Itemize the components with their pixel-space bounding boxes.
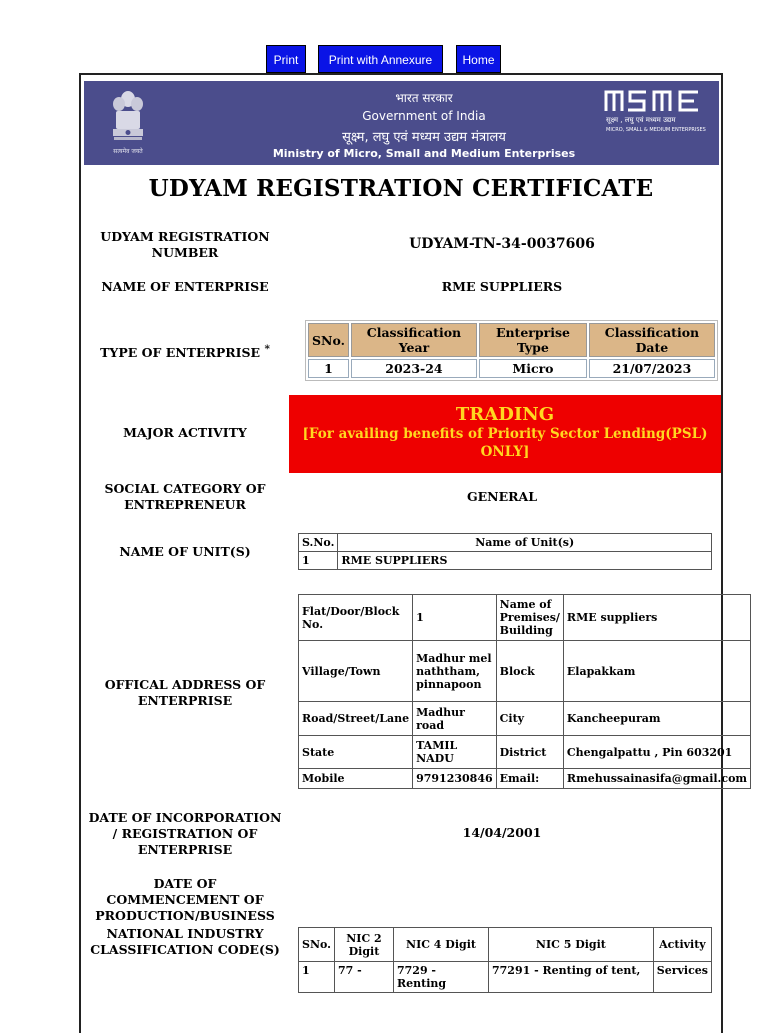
table-cell: 7729 - Renting: [393, 962, 488, 993]
banner-hindi-line-1: भारत सरकार: [395, 91, 453, 105]
table-cell: Micro: [479, 359, 587, 378]
table-row: [308, 359, 715, 378]
table-cell: 21/07/2023: [589, 359, 715, 378]
table-cell: 77291 - Renting of tent,: [488, 962, 653, 993]
msme-logo-english: MICRO, SMALL & MEDIUM ENTERPRISES: [606, 127, 706, 133]
social-category-label: SOCIAL CATEGORY OF ENTREPRENEUR: [104, 481, 266, 512]
road-label: Road/Street/Lane: [299, 702, 413, 736]
block-label: Block: [496, 641, 563, 702]
ministry-banner: [84, 81, 719, 165]
table-row: [299, 702, 751, 736]
major-activity-value: TRADING: [455, 404, 555, 425]
enterprise-name-value: RME SUPPLIERS: [441, 279, 563, 294]
table-row: [299, 595, 751, 641]
commencement-label: DATE OF COMMENCEMENT OF PRODUCTION/BUSINESS: [95, 876, 275, 923]
emblem-caption: सत्यमेव जयते: [113, 148, 143, 155]
column-header: SNo.: [308, 323, 349, 357]
print-button[interactable]: Print: [266, 45, 306, 73]
premises-label: Name of Premises/ Building: [496, 595, 563, 641]
table-row: [299, 962, 712, 993]
national-emblem-icon: [108, 87, 148, 147]
table-cell: 2023-24: [351, 359, 477, 378]
address-table: [298, 594, 751, 789]
certificate-frame: [79, 73, 748, 1033]
banner-ministry-name: Ministry of Micro, Small and Medium Enterprises: [272, 147, 576, 160]
city-label: City: [496, 702, 563, 736]
units-table: [298, 533, 712, 570]
road-value: Madhur road: [413, 702, 497, 736]
state-value: TAMIL NADU: [413, 736, 497, 769]
units-label: NAME OF UNIT(S): [119, 544, 251, 559]
email-label: Email:: [496, 769, 563, 789]
enterprise-type-label-text: TYPE OF ENTERPRISE: [100, 345, 261, 361]
village-label: Village/Town: [299, 641, 413, 702]
table-cell: 77 -: [334, 962, 393, 993]
incorporation-label: DATE OF INCORPORATION / REGISTRATION OF ENTERPRISE: [88, 810, 282, 857]
table-header-row: [299, 928, 712, 962]
asterisk-mark: *: [264, 343, 270, 355]
msme-logo: [604, 89, 702, 113]
column-header: NIC 5 Digit: [488, 928, 653, 962]
table-cell: 1: [299, 962, 335, 993]
column-header: Enterprise Type: [479, 323, 587, 357]
major-activity-label: MAJOR ACTIVITY: [123, 425, 247, 440]
banner-english-line-1: Government of India: [362, 109, 486, 123]
email-value: Rmehussainasifa@gmail.com: [563, 769, 750, 789]
reg-number-label: UDYAM REGISTRATION NUMBER: [100, 229, 270, 260]
table-row: [299, 736, 751, 769]
column-header: Classification Year: [351, 323, 477, 357]
mobile-value: 9791230846: [413, 769, 497, 789]
address-label: OFFICAL ADDRESS OF ENTERPRISE: [104, 677, 266, 708]
home-button[interactable]: Home: [456, 45, 501, 73]
incorporation-date: 14/04/2001: [462, 825, 542, 840]
banner-hindi-line-2: सूक्ष्म, लघु एवं मध्यम उद्यम मंत्रालय: [342, 130, 506, 145]
enterprise-type-label: [87, 341, 283, 361]
column-header: NIC 4 Digit: [393, 928, 488, 962]
state-label: State: [299, 736, 413, 769]
table-cell: RME SUPPLIERS: [338, 552, 712, 570]
mobile-label: Mobile: [299, 769, 413, 789]
nic-label: NATIONAL INDUSTRY CLASSIFICATION CODE(S): [90, 926, 280, 957]
flat-label: Flat/Door/Block No.: [299, 595, 413, 641]
block-value: Elapakkam: [563, 641, 750, 702]
table-row: [299, 552, 712, 570]
table-cell: 1: [308, 359, 349, 378]
table-cell: 1: [299, 552, 338, 570]
major-activity-box: [289, 395, 721, 473]
column-header: NIC 2 Digit: [334, 928, 393, 962]
district-value: Chengalpattu , Pin 603201: [563, 736, 750, 769]
table-header-row: [308, 323, 715, 357]
district-label: District: [496, 736, 563, 769]
table-cell: Services: [653, 962, 711, 993]
certificate-title: UDYAM REGISTRATION CERTIFICATE: [148, 175, 654, 202]
column-header: Name of Unit(s): [338, 534, 712, 552]
village-value: Madhur mel naththam, pinnapoon: [413, 641, 497, 702]
enterprise-name-label: NAME OF ENTERPRISE: [101, 279, 269, 294]
msme-logo-hindi: सूक्ष्म , लघु एवं मध्यम उद्यम: [606, 116, 676, 124]
table-header-row: [299, 534, 712, 552]
column-header: S.No.: [299, 534, 338, 552]
flat-value: 1: [413, 595, 497, 641]
reg-number-value: UDYAM-TN-34-0037606: [409, 236, 595, 252]
classification-table: [305, 320, 718, 381]
print-with-annexure-button[interactable]: Print with Annexure: [318, 45, 443, 73]
top-button-bar: [0, 45, 768, 75]
table-row: [299, 641, 751, 702]
psl-note: [For availing benefits of Priority Sector Lending(PSL) ONLY]: [302, 426, 708, 460]
column-header: Activity: [653, 928, 711, 962]
social-category-value: GENERAL: [466, 489, 538, 504]
column-header: SNo.: [299, 928, 335, 962]
premises-value: RME suppliers: [563, 595, 750, 641]
column-header: Classification Date: [589, 323, 715, 357]
table-row: [299, 769, 751, 789]
city-value: Kancheepuram: [563, 702, 750, 736]
nic-table: [298, 927, 712, 993]
